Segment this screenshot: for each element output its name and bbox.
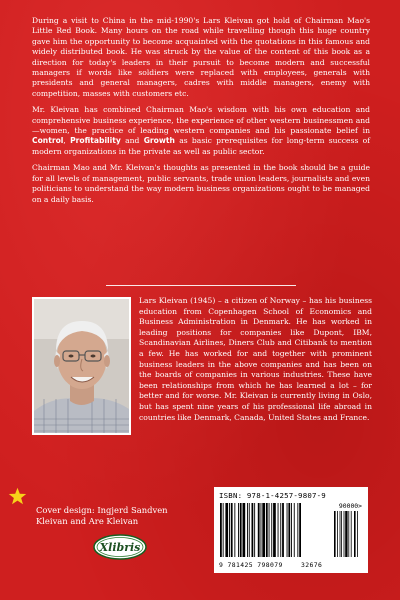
barcode-digits bbox=[219, 561, 322, 569]
barcode-bar bbox=[287, 503, 288, 557]
keyword-growth: Growth bbox=[143, 136, 175, 146]
addon-bar bbox=[348, 511, 349, 557]
biography-text: Lars Kleivan (1945) – a citizen of Norway – has his business education from Copenhagen School of Economics and Business Administration in Denmark. He has worked in leading positions for companies like Dupont, IBM, Scandinavian Airlines, Diners Club and Citibank to mention a few. He has worked for and together with prominent business leaders in the above companies and has been on the boards of companies in various industries. These have been relationships from which he has learned a lot – for better and for worse. Mr. Kleivan is currently living in Oslo, but has spent nine years of his professional life abroad in countries like Denmark, Canada, United States and France. bbox=[139, 296, 372, 422]
barcode-bar bbox=[220, 503, 222, 557]
barcode-bar bbox=[243, 503, 246, 557]
barcode-bar bbox=[278, 503, 279, 557]
barcode-bar bbox=[280, 503, 281, 557]
addon-bar bbox=[345, 511, 347, 557]
barcode-bar bbox=[291, 503, 292, 557]
barcode-bar bbox=[249, 503, 250, 557]
credits-line-2: Kleivan and Are Kleivan bbox=[36, 516, 139, 526]
barcode-bar bbox=[269, 503, 270, 557]
description-paragraph-2 bbox=[32, 105, 370, 157]
addon-bar bbox=[340, 511, 341, 557]
isbn-label: ISBN: 978-1-4257-9807-9 bbox=[219, 491, 326, 500]
credits-line-1: Cover design: Ingjerd Sandven bbox=[36, 505, 168, 515]
barcode-bar bbox=[288, 503, 290, 557]
barcode-bar bbox=[240, 503, 242, 557]
addon-bar bbox=[337, 511, 338, 557]
addon-bar bbox=[357, 511, 358, 557]
barcode-bar bbox=[294, 503, 295, 557]
star-icon bbox=[8, 487, 27, 506]
barcode-bar bbox=[258, 503, 260, 557]
publisher-name: Xlibris bbox=[99, 541, 141, 554]
ean-digits: 9 781425 798079 bbox=[219, 561, 283, 569]
barcode-bar bbox=[299, 503, 301, 557]
back-cover-description bbox=[32, 16, 370, 211]
barcode-bar bbox=[282, 503, 284, 557]
description-paragraph-1: During a visit to China in the mid-1990's Lars Kleivan got hold of Chairman Mao's Little Red Book. Many hours on the road while travelling though this huge country gave him the opportunity to become acquainted with the quotations in this famous and widely distributed book. He was struck by the value of the content of this book as a direction for today's leaders in their pursuit to become modern and successful managers if words like soldiers were replaced with employees, generals with presidents and general managers, cadres with middle managers, enemy with competition, masses with customers etc. bbox=[32, 16, 370, 98]
barcode-bar bbox=[238, 503, 239, 557]
addon-bar bbox=[341, 511, 342, 557]
addon-bar bbox=[344, 511, 345, 557]
section-divider bbox=[106, 285, 296, 286]
barcode-bar bbox=[254, 503, 255, 557]
addon-bar bbox=[334, 511, 336, 557]
barcode-bar bbox=[234, 503, 235, 557]
addon-bar bbox=[354, 511, 356, 557]
xlibris-logo bbox=[92, 533, 148, 561]
author-biography bbox=[32, 296, 372, 436]
description-paragraph-3: Chairman Mao and Mr. Kleivan's thoughts as presented in the book should be a guide for all levels of management, public servants, trade union leaders, journalists and even politicians to understand the way modern business organizations ought to be managed on a daily basis. bbox=[32, 163, 370, 204]
photo-spacer bbox=[32, 296, 139, 436]
barcode-bar bbox=[261, 503, 262, 557]
keyword-separator-2: and bbox=[120, 136, 144, 146]
addon-code: 32676 bbox=[300, 561, 323, 569]
paragraph-2-text-start: Mr. Kleivan has combined Chairman Mao's wisdom with his own education and comprehensive business experience, the experience of other western businessmen and—women, the practice of leading western companies and his passionate belief in bbox=[32, 105, 370, 136]
barcode-bar bbox=[225, 503, 228, 557]
keyword-control: Control bbox=[32, 136, 64, 146]
barcode-bar bbox=[297, 503, 298, 557]
barcode-bar bbox=[271, 503, 272, 557]
keyword-separator-1: , bbox=[63, 136, 71, 146]
barcode-bar bbox=[262, 503, 265, 557]
barcode-bar bbox=[231, 503, 233, 557]
barcode-bar bbox=[247, 503, 248, 557]
cover-design-credits bbox=[36, 505, 186, 527]
barcode-panel bbox=[214, 487, 368, 573]
barcode-bar bbox=[266, 503, 268, 557]
barcode-bars bbox=[220, 503, 362, 559]
price-addon: 90000> bbox=[338, 502, 362, 510]
barcode-bar bbox=[273, 503, 276, 557]
barcode-bar bbox=[223, 503, 224, 557]
barcode-bar bbox=[229, 503, 230, 557]
addon-bar bbox=[351, 511, 352, 557]
paragraph-2-text-end: as basic prerequisites for long-term success of modern organizations in the private as well as public sector. bbox=[32, 136, 371, 156]
keyword-profitability: Profitability bbox=[70, 136, 121, 146]
barcode-bar bbox=[252, 503, 254, 557]
